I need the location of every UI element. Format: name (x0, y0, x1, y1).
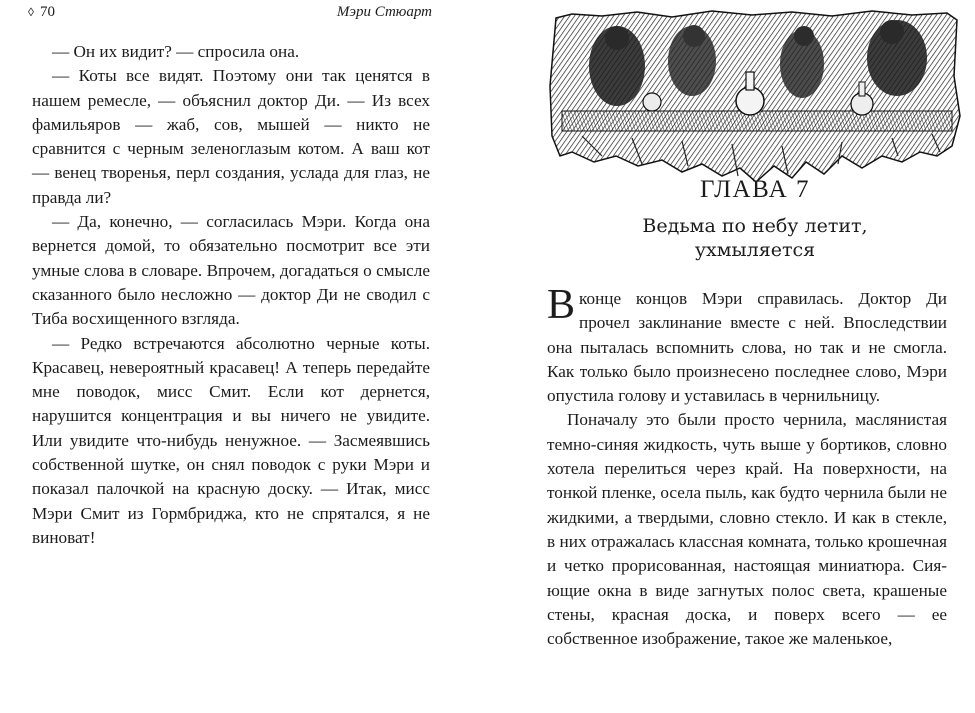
drop-cap: В (547, 282, 576, 328)
page-number: ◊ 70 (28, 4, 55, 20)
right-page (495, 0, 975, 713)
diamond-ornament-icon: ◊ (28, 5, 34, 19)
left-page-body (32, 40, 430, 550)
running-head (28, 4, 432, 22)
chapter-title-line: Ведьма по небу летит, (642, 215, 868, 237)
running-head-author: Мэри Стюарт (336, 4, 432, 20)
chapter-title (543, 214, 967, 262)
chapter-number: ГЛАВА 7 (700, 176, 810, 203)
left-page (0, 0, 480, 713)
chapter-illustration (542, 6, 967, 196)
paragraph: — Редко встречаются абсолютно черные коты. Красавец, невероятный красавец! А теперь передайте мне поводок, мисс Смит. Если кот дернется, нарушится концентрация и вы ничего не увидите. Или увидите что-нибудь ненужное. — Засмеявшись собственной шутке, он снял поводок с руки Мэри и показал палочкой на красную доску. — Итак, мисс Мэри Смит из Гормбриджа, кто не спрятался, я не виноват! (32, 333, 430, 547)
paragraph: — Коты все видят. Поэтому они так ценятся в нашем ремесле, — объяснил доктор Ди. — Из всех фамильяров — жаб, сов, мышей — никто не сравнится с черным зеленоглазым котом. А ваш кот — венец творенья, перл создания, услада для глаз, не правда ли? (32, 66, 430, 207)
opening-paragraph: В конце концов Мэри справилась. Доктор Ди прочел заклинание вместе с ней. Впоследствии она пыталась вспомнить слова, но так и не смогла. Как только было произнесено последнее слово, Мэри опустила голову и уставилась в чернильницу. (547, 282, 947, 406)
right-page-body (547, 282, 947, 651)
chapter-title-line: ухмыляется (694, 239, 816, 261)
paragraph: — Он их видит? — спросила она. (52, 42, 300, 61)
paragraph: Поначалу это были просто чернила, маслянистая темно-синяя жидкость, чуть выше у бортиков, словно хотела перелиться через край. На поверхности, на тонкой пленке, осела пыль, как будто чернила были не жидкими, а твердыми, словно стекло. И как в стекле, в них отражалась классная комната, только крошечная и четко прорисованная, настоящая миниатюра. Сияющие окна в виде загнутых полос света, крашеные стены, красная доска, и поверх всего — ее собственное изображение, такое же маленькое, (547, 410, 947, 649)
paragraph: — Да, конечно, — согласилась Мэри. Когда она вернется домой, то обязательно посмотрит все эти умные слова в словаре. Впрочем, догадаться о смысле сказанного было несложно — доктор Ди не сводил с Тиба восхищенного взгляда. (32, 212, 430, 329)
